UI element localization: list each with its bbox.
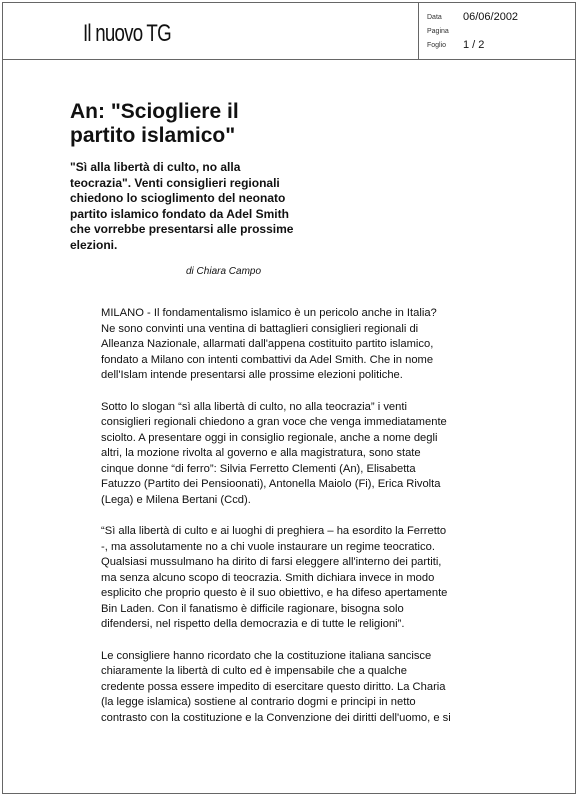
article-body xyxy=(101,306,451,742)
meta-label-page: Pagina xyxy=(427,28,449,35)
meta-value-sheet: 1 / 2 xyxy=(463,39,485,51)
body-paragraph: Le consigliere hanno ricordato che la costituzione italiana sancisce chiaramente la libertà di culto ed è impensabile che a qualche credente possa essere impedito di esercitare questo diritto. La Charia (la legge islamica) sostiene al contrario dogmi e principi in netto contrasto con la costituzione e la Convenzione dei diritti dell'uomo, e si xyxy=(101,649,451,724)
meta-row-sheet xyxy=(427,39,572,53)
article-byline: di Chiara Campo xyxy=(186,266,262,277)
masthead: Il nuovo TG xyxy=(83,20,171,47)
headline-line-2: partito islamico" xyxy=(70,124,236,147)
meta-label-sheet: Foglio xyxy=(427,42,447,49)
meta-row-date xyxy=(427,11,572,25)
meta-box xyxy=(418,2,574,59)
clipping-header xyxy=(2,2,576,60)
body-paragraph: MILANO - Il fondamentalismo islamico è un pericolo anche in Italia? Ne sono convinti una ventina di battaglieri consiglieri regionali di Alleanza Nazionale, allarmati dall'appena costituito partito islamico, fondato a Milano con intenti combattivi da Adel Smith. Che in nome dell'Islam intende presentarsi alle prossime elezioni politiche. xyxy=(101,307,437,381)
headline-line-1: An: "Sciogliere il xyxy=(70,100,239,123)
article-subhead: "Sì alla libertà di culto, no alla teocrazia". Venti consiglieri regionali chiedono lo scioglimento del neonato partito islamico fondato da Adel Smith che vorrebbe presentarsi alle prossime elezioni. xyxy=(70,160,294,252)
meta-row-page xyxy=(427,25,572,39)
body-paragraph: “Sì alla libertà di culto e ai luoghi di preghiera – ha esordito la Ferretto -, ma assolutamente no a chi vuole instaurare un regime teocratico. Qualsiasi mussulmano ha dirito di farsi eleggere all'interno dei partiti, ma senza alcuno scopo di teocrazia. Smith dichiara invece in modo esplicito che proprio questo è il suo obiettivo, e ha difeso apertamente Bin Laden. Con il fanatismo è difficile ragionare, bisogna solo difendersi, nel rispetto della democrazia e di tutte le religioni”. xyxy=(101,525,448,630)
article-headline xyxy=(70,100,360,148)
meta-value-date: 06/06/2002 xyxy=(463,11,519,23)
meta-label-date: Data xyxy=(427,14,442,21)
body-paragraph: Sotto lo slogan “sì alla libertà di culto, no alla teocrazia” i venti consiglieri regionali chiedono a gran voce che venga immediatamente sciolto. A presentare oggi in consiglio regionale, anche a nome degli altri, la mozione rivolta al governo e alla magistratura, sono state cinque donne “di ferro”: Silvia Ferretto Clementi (An), Elisabetta Fatuzzo (Partito dei Pensioonati), Antonella Maiolo (Fi), Erica Rivolta (Lega) e Milena Bertani (Ccd). xyxy=(101,400,447,506)
